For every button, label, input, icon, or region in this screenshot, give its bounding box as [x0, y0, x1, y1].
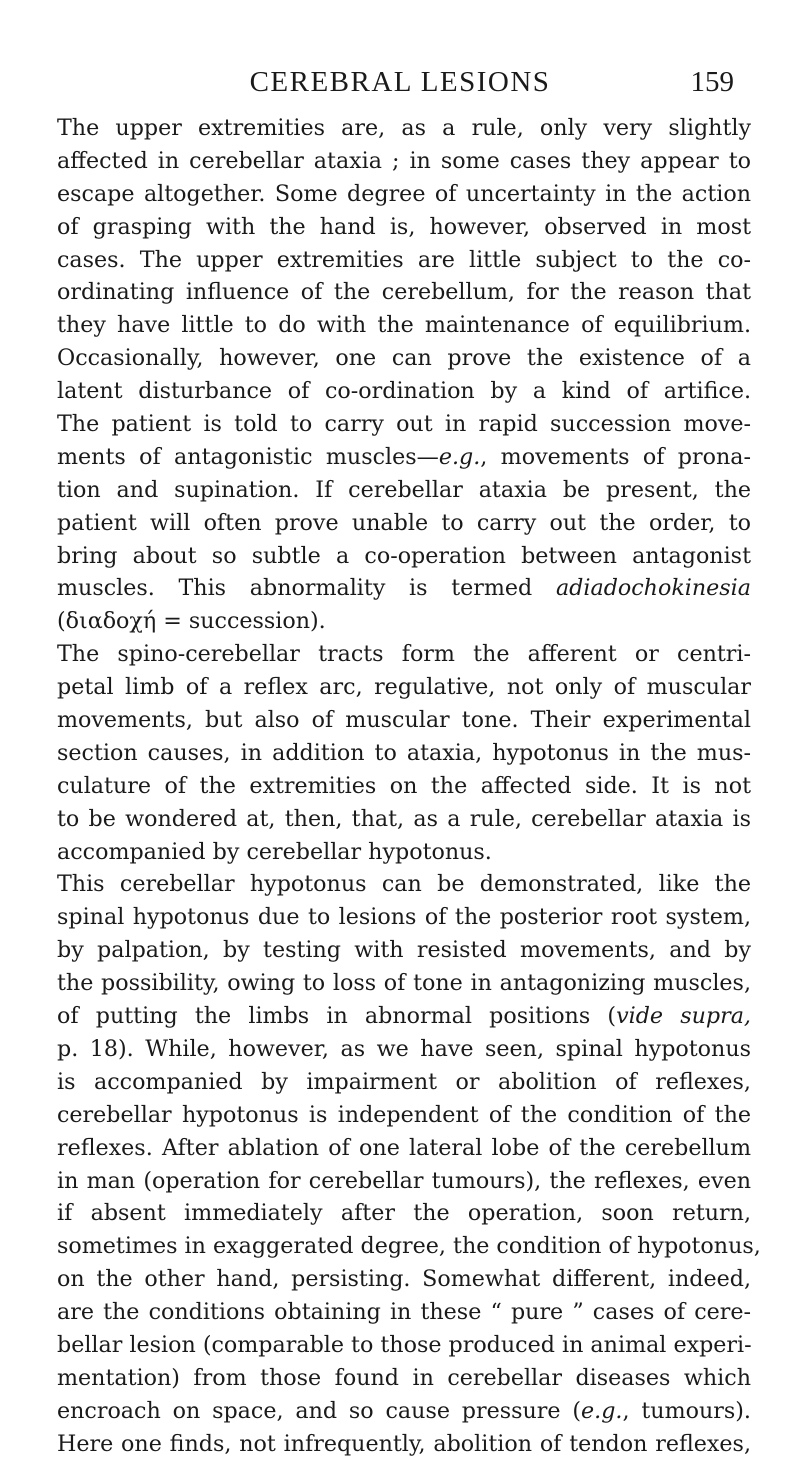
text-line [57, 671, 751, 704]
text-line [57, 276, 751, 309]
text-line [57, 572, 751, 605]
text-line [57, 178, 751, 211]
italic-text: e.g. [438, 443, 481, 470]
text-line [57, 967, 751, 1000]
line-text: are the conditions obtaining in these “ pure ” cases of cere- [57, 1299, 751, 1326]
line-text: of grasping with the hand is, however, observed in most [57, 213, 751, 240]
page-number: 159 [690, 66, 734, 98]
line-text: latent disturbance of co-ordination by a kind of artifice. [57, 378, 751, 405]
text-line [57, 375, 751, 408]
line-text: reflexes. After ablation of one lateral lobe of the cerebellum [57, 1134, 751, 1161]
line-text: The patient is told to carry out in rapid succession move- [57, 411, 751, 438]
text-line [57, 1165, 751, 1198]
text-line [57, 1000, 751, 1033]
line-text: they have little to do with the maintenance of equilibrium. [57, 312, 751, 339]
line-text: This cerebellar hypotonus can be demonstrated, like the [57, 871, 751, 898]
text-line [57, 309, 751, 342]
text-line [57, 211, 751, 244]
line-text: of putting the limbs in abnormal positions ( [57, 1003, 617, 1030]
text-line [57, 737, 751, 770]
text-line [57, 934, 751, 967]
text-line [57, 1099, 751, 1132]
line-text: affected in cerebellar ataxia ; in some cases they appear to [57, 147, 751, 174]
text-line [57, 605, 751, 638]
text-line [57, 770, 751, 803]
line-text: patient will often prove unable to carry out the order, to [57, 509, 751, 536]
text-line [57, 1230, 761, 1263]
line-text: section causes, in addition to ataxia, hypotonus in the mus- [57, 739, 751, 766]
text-line [57, 836, 751, 869]
text-line [57, 638, 751, 671]
text-line [57, 1066, 751, 1099]
text-line [57, 408, 751, 441]
line-text: escape altogether. Some degree of uncertainty in the action [57, 180, 751, 207]
line-text: movements, but also of muscular tone. Their experimental [57, 707, 751, 734]
text-line [57, 1263, 751, 1296]
page-header [0, 66, 800, 100]
line-text: if absent immediately after the operation, soon return, [57, 1200, 751, 1227]
line-text: bellar lesion (comparable to those produced in animal experi- [57, 1331, 752, 1358]
line-text: , tumours). [622, 1397, 751, 1424]
text-line [57, 1296, 751, 1329]
text-line [57, 868, 751, 901]
line-text: mentation) from those found in cerebellar diseases which [57, 1364, 751, 1391]
line-text: encroach on space, and so cause pressure ( [57, 1397, 582, 1424]
line-text: ordinating influence of the cerebellum, for the reason that [57, 279, 751, 306]
line-text: petal limb of a reflex arc, regulative, not only of muscular [57, 674, 751, 701]
italic-text: adiadochokinesia [555, 575, 751, 602]
line-text: , movements of prona- [480, 443, 751, 470]
line-text: (διαδοχή = succession). [57, 608, 326, 635]
line-text: bring about so subtle a co-operation between antagonist [57, 542, 751, 569]
text-line [57, 1329, 751, 1362]
line-text: Occasionally, however, one can prove the existence of a [57, 345, 751, 372]
text-line [57, 441, 751, 474]
text-line [57, 507, 751, 540]
text-line [57, 1362, 751, 1395]
line-text: The spino-cerebellar tracts form the afferent or centri- [57, 641, 751, 668]
line-text: on the other hand, persisting. Somewhat different, indeed, [57, 1266, 751, 1293]
text-line [57, 1428, 751, 1461]
text-line [57, 342, 751, 375]
text-line [57, 803, 751, 836]
line-text: the possibility, owing to loss of tone in antagonizing muscles, [57, 970, 751, 997]
line-text: spinal hypotonus due to lesions of the posterior root system, [57, 904, 751, 931]
text-line [57, 1132, 751, 1165]
line-text: accompanied by cerebellar hypotonus. [57, 838, 492, 865]
body-text [57, 112, 761, 1461]
italic-text: vide supra, [616, 1003, 751, 1030]
text-line [57, 145, 751, 178]
line-text: The upper extremities are, as a rule, only very slightly [57, 115, 751, 141]
line-text: by palpation, by testing with resisted movements, and by [57, 937, 751, 964]
text-line [57, 1197, 751, 1230]
text-line [57, 244, 751, 277]
text-line [57, 704, 751, 737]
line-text: sometimes in exaggerated degree, the condition of hypotonus, [57, 1233, 761, 1260]
text-line [57, 474, 751, 507]
line-text: is accompanied by impairment or abolition of reflexes, [57, 1068, 751, 1095]
text-line [57, 1395, 751, 1428]
running-title: CEREBRAL LESIONS [249, 66, 551, 98]
line-text: muscles. This abnormality is termed [57, 575, 556, 602]
line-text: p. 18). While, however, as we have seen, spinal hypotonus [57, 1035, 751, 1062]
text-line [57, 901, 751, 934]
text-line [57, 112, 751, 145]
text-line [57, 1033, 751, 1066]
line-text: Here one finds, not infrequently, abolition of tendon reflexes, [57, 1430, 751, 1457]
text-line [57, 540, 751, 573]
line-text: tion and supination. If cerebellar ataxia be present, the [57, 476, 751, 503]
italic-text: e.g. [581, 1397, 623, 1424]
line-text: ments of antagonistic muscles— [57, 443, 439, 470]
line-text: cases. The upper extremities are little subject to the co- [57, 246, 751, 273]
line-text: to be wondered at, then, that, as a rule, cerebellar ataxia is [57, 805, 751, 832]
line-text: cerebellar hypotonus is independent of the condition of the [57, 1101, 751, 1128]
line-text: culature of the extremities on the affected side. It is not [57, 772, 751, 799]
line-text: in man (operation for cerebellar tumours), the reflexes, even [57, 1167, 751, 1194]
